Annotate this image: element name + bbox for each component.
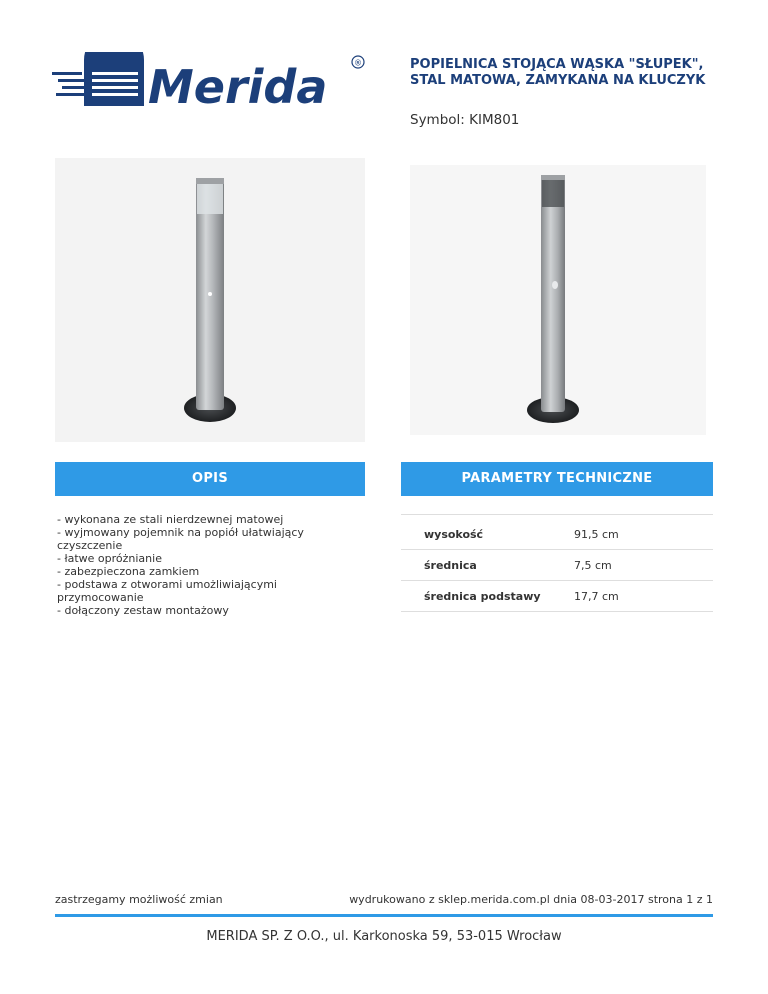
description-list (57, 513, 357, 617)
param-name: średnica (424, 559, 477, 572)
product-photo-front (55, 158, 365, 442)
product-title: POPIELNICA STOJĄCA WĄSKA "SŁUPEK", STAL MATOWA, ZAMYKANA NA KLUCZYK (410, 57, 706, 88)
footer-disclaimer: zastrzegamy możliwość zmian (55, 893, 223, 906)
param-name: średnica podstawy (424, 590, 541, 603)
product-symbol: Symbol: KIM801 (410, 112, 520, 128)
product-photo-side (410, 165, 706, 435)
param-value: 7,5 cm (574, 559, 612, 572)
list-item: - łatwe opróżnianie (57, 552, 162, 565)
merida-logo (52, 52, 372, 114)
table-row (401, 549, 713, 580)
footer-divider (55, 914, 713, 917)
logo-emblem-icon (52, 52, 144, 106)
logo-wordmark: Merida (148, 60, 328, 114)
list-item: - dołączony zestaw montażowy (57, 604, 229, 617)
param-name: wysokość (424, 528, 484, 541)
list-item: - wykonana ze stali nierdzewnej matowej (57, 513, 284, 526)
list-item: - podstawa z otworami umożliwiającymi przymocowanie (57, 578, 277, 604)
footer-print-info: wydrukowano z sklep.merida.com.pl dnia 08-03-2017 strona 1 z 1 (349, 893, 713, 906)
param-value: 91,5 cm (574, 528, 619, 541)
ashtray-post-side-icon (410, 165, 706, 435)
table-row (401, 580, 713, 612)
param-value: 17,7 cm (574, 590, 619, 603)
table-row (401, 514, 713, 549)
list-item: - zabezpieczona zamkiem (57, 565, 200, 578)
description-heading: OPIS (55, 462, 365, 496)
parameters-table (401, 514, 713, 612)
footer-address: MERIDA SP. Z O.O., ul. Karkonoska 59, 53-015 Wrocław (206, 929, 562, 944)
parameters-heading: PARAMETRY TECHNICZNE (401, 462, 713, 496)
list-item: - wyjmowany pojemnik na popiół ułatwiający czyszczenie (57, 526, 304, 552)
registered-mark: ® (354, 58, 362, 68)
ashtray-post-front-icon (55, 158, 365, 442)
